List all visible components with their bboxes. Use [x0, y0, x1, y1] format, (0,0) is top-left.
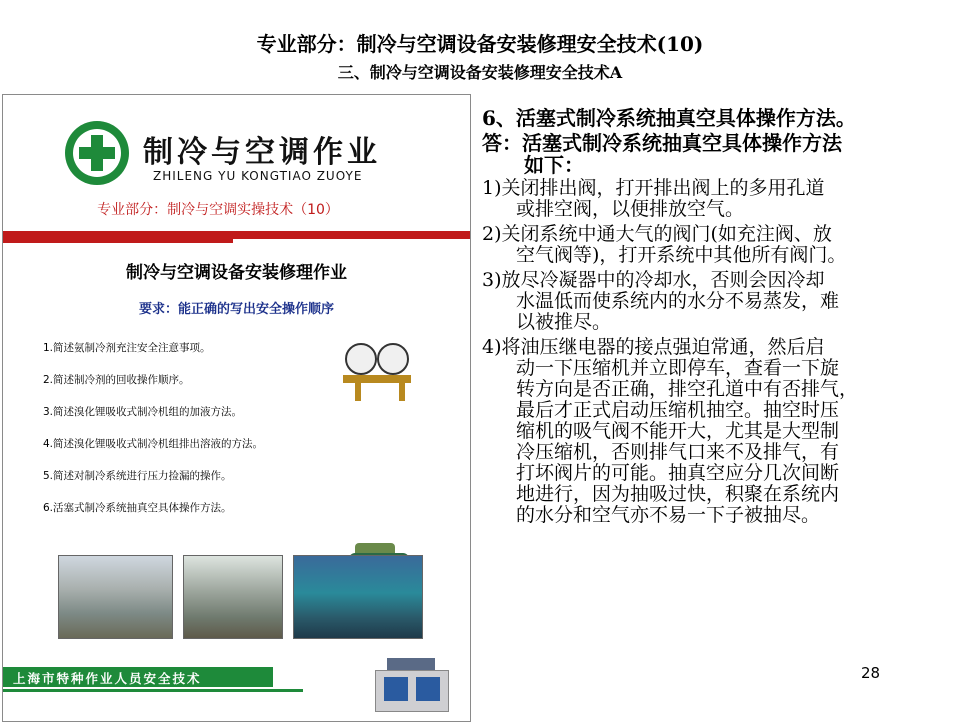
manifold-icon: [343, 375, 411, 383]
poster-brand: 制冷与空调作业: [143, 135, 381, 170]
poster-heading: 制冷与空调设备安装修理作业: [126, 263, 347, 283]
step-line: 的水分和空气亦不易一下子被抽尽。: [516, 504, 821, 526]
step-item: [482, 178, 952, 220]
slide-title: 专业部分：制冷与空调设备安装修理安全技术(10): [256, 32, 704, 56]
step-line: 空气阀等)，打开系统中其他所有阀门。: [516, 244, 847, 266]
content-panel: [482, 104, 952, 530]
list-item: 5.简述对制冷系统进行压力捡漏的操作。: [43, 470, 232, 482]
manifold-pipe: [399, 383, 405, 401]
equipment-photo: [58, 555, 173, 639]
poster-task-list: [43, 341, 263, 533]
step-line: 最后才正式启动压缩机抽空。抽空时压: [516, 399, 840, 421]
step-line: 地进行，因为抽吸过快，积聚在系统内: [516, 483, 840, 505]
equipment-photo: [183, 555, 283, 639]
poster-divider-accent: [3, 239, 233, 243]
chiller-unit-icon: [375, 670, 449, 712]
step-line: 以被推尽。: [516, 311, 612, 333]
step-list: [482, 178, 952, 526]
slide-subtitle: 三、制冷与空调设备安装修理安全技术A: [337, 63, 623, 82]
poster-requirement: 要求：能正确的写出安全操作顺序: [138, 302, 334, 317]
step-item: [482, 270, 952, 333]
list-item: 1.简述氨制冷剂充注安全注意事项。: [43, 342, 211, 354]
step-line: 动一下压缩机并立即停车，查看一下旋: [516, 357, 840, 379]
step-line: 打坏阀片的可能。抽真空应分几次间断: [516, 462, 840, 484]
answer-intro: [482, 132, 952, 176]
equipment-photo: [293, 555, 423, 639]
list-item: 2.简述制冷剂的回收操作顺序。: [43, 374, 190, 386]
manifold-pipe: [355, 383, 361, 401]
step-item: [482, 337, 952, 526]
list-item: 4.简述溴化锂吸收式制冷机组排出溶液的方法。: [43, 438, 264, 450]
step-line: 3)放尽冷凝器中的冷却水，否则会因冷却: [482, 269, 825, 291]
answer-line: 答：活塞式制冷系统抽真空具体操作方法: [482, 131, 842, 155]
section-heading: 6、活塞式制冷系统抽真空具体操作方法。: [482, 106, 856, 130]
poster-footer: 上海市特种作业人员安全技术: [13, 671, 202, 686]
answer-line: 如下：: [524, 153, 584, 177]
poster-image: [2, 94, 471, 722]
step-line: 4)将油压继电器的接点强迫常通，然后启: [482, 336, 825, 358]
list-item: 6.活塞式制冷系统抽真空具体操作方法。: [43, 502, 232, 514]
step-item: [482, 224, 952, 266]
poster-subtitle: 专业部分：制冷与空调实操技术（10）: [97, 202, 339, 218]
poster-divider: [3, 231, 470, 239]
step-line: 转方向是否正确，排空孔道中有否排气，: [516, 378, 859, 400]
step-line: 冷压缩机，否则排气口来不及排气，有: [516, 441, 840, 463]
pressure-gauge-icon: [377, 343, 409, 375]
cross-logo-icon: [65, 121, 129, 185]
list-item: 3.简述溴化锂吸收式制冷机组的加液方法。: [43, 406, 243, 418]
poster-brand-pinyin: ZHILENG YU KONGTIAO ZUOYE: [153, 169, 363, 183]
step-line: 1)关闭排出阀，打开排出阀上的多用孔道: [482, 177, 825, 199]
step-line: 或排空阀，以便排放空气。: [516, 198, 745, 220]
step-line: 水温低而使系统内的水分不易蒸发，难: [516, 290, 840, 312]
step-line: 缩机的吸气阀不能开大，尤其是大型制: [516, 420, 840, 442]
pressure-gauge-icon: [345, 343, 377, 375]
poster-footer-line: [3, 689, 303, 692]
page-number: 28: [861, 664, 881, 682]
step-line: 2)关闭系统中通大气的阀门(如充注阀、放: [482, 223, 832, 245]
